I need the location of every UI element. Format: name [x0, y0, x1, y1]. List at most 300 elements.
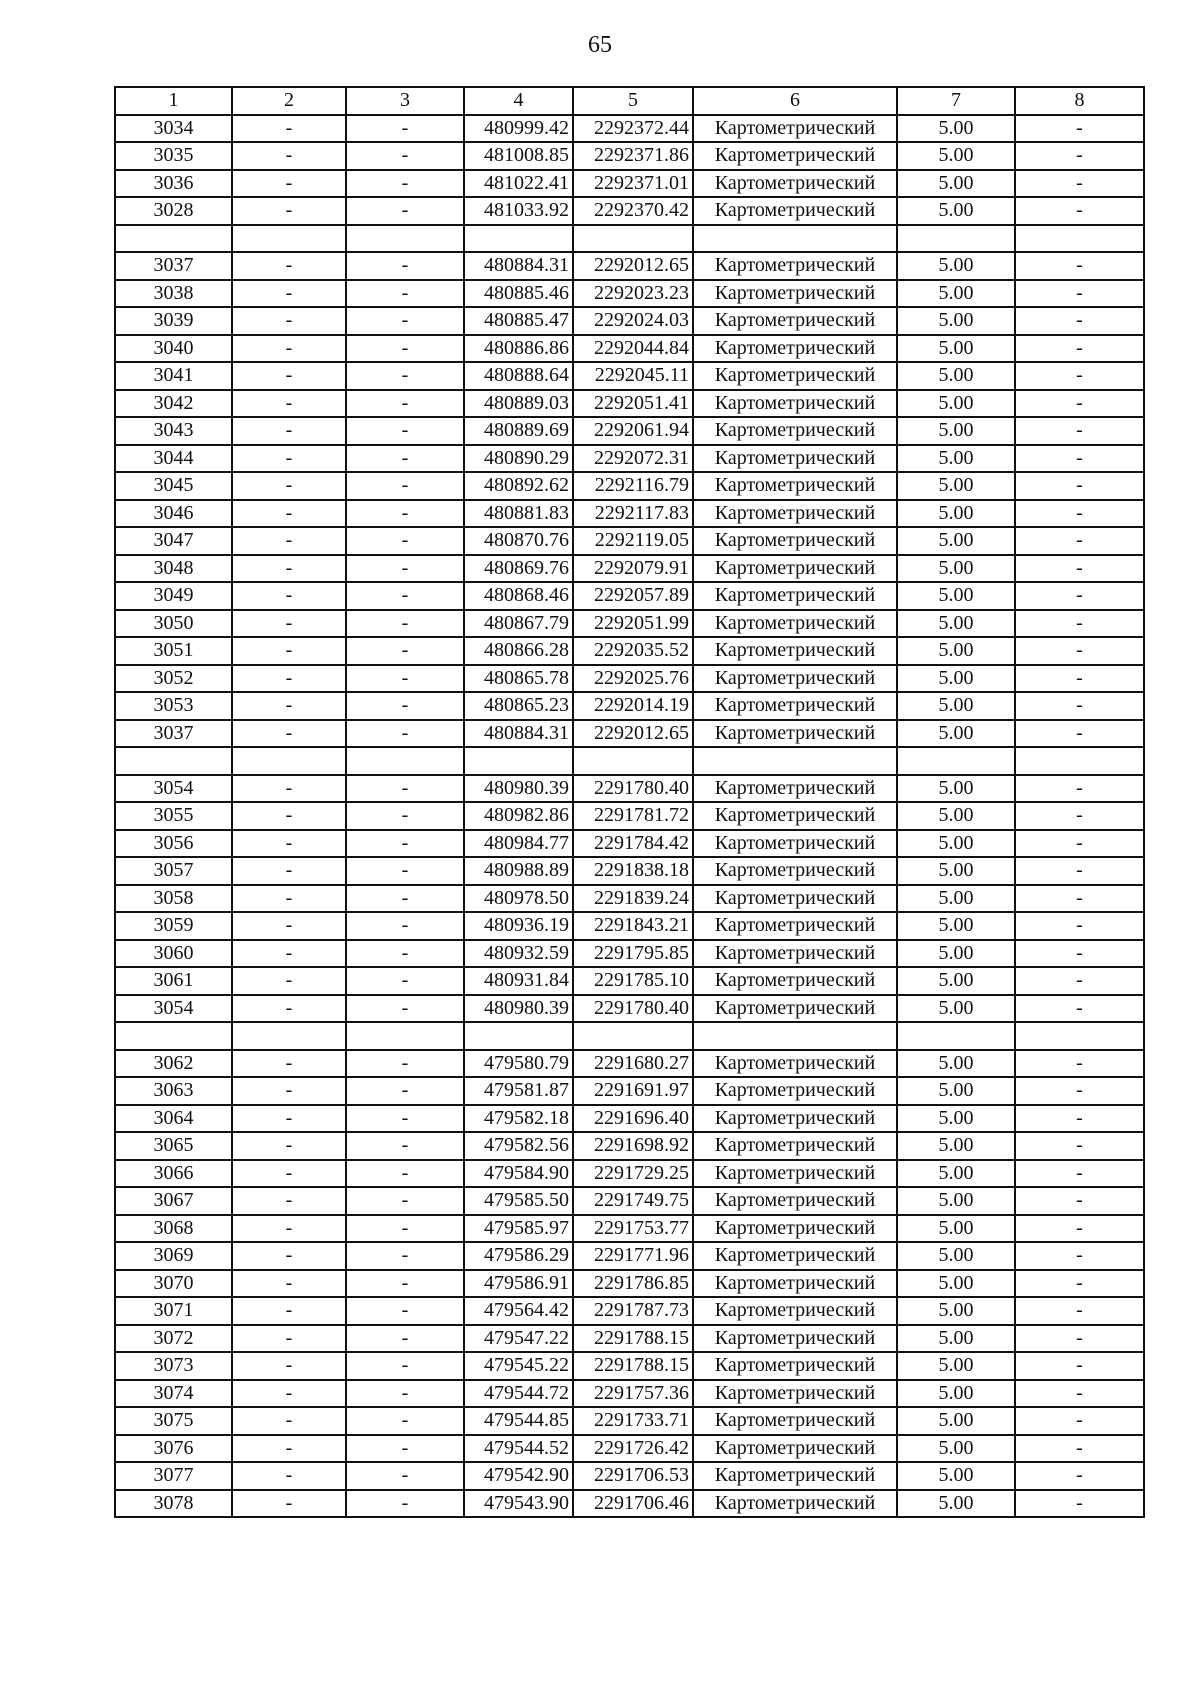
y-coordinate-cell: 2292012.65	[573, 720, 693, 748]
col2-cell: -	[232, 885, 346, 913]
col3-cell: -	[346, 1160, 464, 1188]
table-row	[115, 830, 1144, 858]
point-number-cell: 3028	[115, 197, 232, 225]
table-row	[115, 1325, 1144, 1353]
accuracy-cell: 5.00	[897, 830, 1015, 858]
header-row	[115, 87, 1144, 115]
col3-cell	[346, 747, 464, 775]
accuracy-cell: 5.00	[897, 1077, 1015, 1105]
col8-cell: -	[1015, 1187, 1144, 1215]
x-coordinate-cell: 480888.64	[464, 362, 573, 390]
point-number-cell: 3075	[115, 1407, 232, 1435]
accuracy-cell: 5.00	[897, 995, 1015, 1023]
method-cell: Картометрический	[693, 445, 897, 473]
col2-cell: -	[232, 1187, 346, 1215]
col3-cell: -	[346, 912, 464, 940]
point-number-cell: 3042	[115, 390, 232, 418]
col8-cell: -	[1015, 500, 1144, 528]
col3-cell: -	[346, 830, 464, 858]
x-coordinate-cell: 480980.39	[464, 775, 573, 803]
x-coordinate-cell: 479585.97	[464, 1215, 573, 1243]
point-number-cell: 3056	[115, 830, 232, 858]
col3-cell: -	[346, 500, 464, 528]
accuracy-cell: 5.00	[897, 197, 1015, 225]
col8-cell: -	[1015, 362, 1144, 390]
col2-cell: -	[232, 362, 346, 390]
col2-cell: -	[232, 802, 346, 830]
y-coordinate-cell: 2292024.03	[573, 307, 693, 335]
col3-cell: -	[346, 1462, 464, 1490]
col8-cell: -	[1015, 1297, 1144, 1325]
table-row	[115, 582, 1144, 610]
col2-cell: -	[232, 1160, 346, 1188]
table-row	[115, 1352, 1144, 1380]
y-coordinate-cell: 2292035.52	[573, 637, 693, 665]
table-row	[115, 1490, 1144, 1518]
y-coordinate-cell: 2292025.76	[573, 665, 693, 693]
point-number-cell: 3041	[115, 362, 232, 390]
x-coordinate-cell: 480881.83	[464, 500, 573, 528]
method-cell: Картометрический	[693, 555, 897, 583]
col2-cell: -	[232, 610, 346, 638]
col2-cell: -	[232, 1380, 346, 1408]
col3-cell: -	[346, 940, 464, 968]
col8-cell: -	[1015, 1407, 1144, 1435]
table-row	[115, 1077, 1144, 1105]
point-number-cell: 3053	[115, 692, 232, 720]
col8-cell: -	[1015, 857, 1144, 885]
col3-cell: -	[346, 115, 464, 143]
accuracy-cell: 5.00	[897, 1490, 1015, 1518]
method-cell: Картометрический	[693, 335, 897, 363]
y-coordinate-cell: 2292371.01	[573, 170, 693, 198]
y-coordinate-cell: 2291706.53	[573, 1462, 693, 1490]
column-header-4: 4	[464, 87, 573, 115]
method-cell: Картометрический	[693, 197, 897, 225]
accuracy-cell: 5.00	[897, 940, 1015, 968]
point-number-cell: 3049	[115, 582, 232, 610]
y-coordinate-cell	[573, 225, 693, 253]
x-coordinate-cell: 480978.50	[464, 885, 573, 913]
col3-cell: -	[346, 1215, 464, 1243]
x-coordinate-cell: 479581.87	[464, 1077, 573, 1105]
x-coordinate-cell: 480982.86	[464, 802, 573, 830]
col3-cell: -	[346, 1270, 464, 1298]
point-number-cell: 3048	[115, 555, 232, 583]
col2-cell: -	[232, 830, 346, 858]
col8-cell: -	[1015, 637, 1144, 665]
col3-cell: -	[346, 142, 464, 170]
y-coordinate-cell: 2292051.99	[573, 610, 693, 638]
x-coordinate-cell: 480866.28	[464, 637, 573, 665]
x-coordinate-cell: 480868.46	[464, 582, 573, 610]
point-number-cell: 3078	[115, 1490, 232, 1518]
point-number-cell: 3066	[115, 1160, 232, 1188]
method-cell: Картометрический	[693, 170, 897, 198]
y-coordinate-cell: 2292119.05	[573, 527, 693, 555]
y-coordinate-cell: 2292012.65	[573, 252, 693, 280]
point-number-cell: 3040	[115, 335, 232, 363]
accuracy-cell: 5.00	[897, 555, 1015, 583]
x-coordinate-cell	[464, 225, 573, 253]
point-number-cell: 3057	[115, 857, 232, 885]
col3-cell: -	[346, 967, 464, 995]
x-coordinate-cell: 480931.84	[464, 967, 573, 995]
col2-cell: -	[232, 197, 346, 225]
accuracy-cell: 5.00	[897, 1160, 1015, 1188]
method-cell: Картометрический	[693, 1160, 897, 1188]
accuracy-cell	[897, 225, 1015, 253]
accuracy-cell: 5.00	[897, 582, 1015, 610]
table-body	[115, 115, 1144, 1518]
table-row	[115, 912, 1144, 940]
col8-cell: -	[1015, 1462, 1144, 1490]
method-cell: Картометрический	[693, 362, 897, 390]
x-coordinate-cell: 480886.86	[464, 335, 573, 363]
method-cell	[693, 225, 897, 253]
col8-cell: -	[1015, 912, 1144, 940]
method-cell: Картометрический	[693, 1215, 897, 1243]
column-header-1: 1	[115, 87, 232, 115]
method-cell: Картометрический	[693, 1380, 897, 1408]
table-row	[115, 417, 1144, 445]
point-number-cell	[115, 225, 232, 253]
col8-cell: -	[1015, 170, 1144, 198]
table-row	[115, 857, 1144, 885]
method-cell: Картометрический	[693, 830, 897, 858]
x-coordinate-cell: 480865.78	[464, 665, 573, 693]
x-coordinate-cell: 480885.47	[464, 307, 573, 335]
method-cell: Картометрический	[693, 307, 897, 335]
col8-cell: -	[1015, 692, 1144, 720]
x-coordinate-cell: 480984.77	[464, 830, 573, 858]
col3-cell: -	[346, 692, 464, 720]
col8-cell: -	[1015, 720, 1144, 748]
col3-cell	[346, 225, 464, 253]
col8-cell: -	[1015, 390, 1144, 418]
method-cell: Картометрический	[693, 940, 897, 968]
method-cell: Картометрический	[693, 582, 897, 610]
x-coordinate-cell: 480884.31	[464, 252, 573, 280]
col3-cell: -	[346, 280, 464, 308]
x-coordinate-cell: 479564.42	[464, 1297, 573, 1325]
column-header-8: 8	[1015, 87, 1144, 115]
table-row	[115, 170, 1144, 198]
col2-cell: -	[232, 1462, 346, 1490]
accuracy-cell: 5.00	[897, 417, 1015, 445]
col3-cell: -	[346, 665, 464, 693]
point-number-cell: 3061	[115, 967, 232, 995]
point-number-cell: 3050	[115, 610, 232, 638]
x-coordinate-cell: 479586.91	[464, 1270, 573, 1298]
method-cell: Картометрический	[693, 692, 897, 720]
col3-cell	[346, 1022, 464, 1050]
col8-cell: -	[1015, 1242, 1144, 1270]
x-coordinate-cell: 480892.62	[464, 472, 573, 500]
y-coordinate-cell: 2291691.97	[573, 1077, 693, 1105]
accuracy-cell: 5.00	[897, 335, 1015, 363]
col3-cell: -	[346, 1297, 464, 1325]
col3-cell: -	[346, 170, 464, 198]
col2-cell: -	[232, 500, 346, 528]
col3-cell: -	[346, 555, 464, 583]
point-number-cell: 3036	[115, 170, 232, 198]
y-coordinate-cell: 2291787.73	[573, 1297, 693, 1325]
point-number-cell: 3054	[115, 775, 232, 803]
col2-cell: -	[232, 417, 346, 445]
col3-cell: -	[346, 637, 464, 665]
table-row	[115, 610, 1144, 638]
x-coordinate-cell: 479547.22	[464, 1325, 573, 1353]
method-cell	[693, 747, 897, 775]
accuracy-cell: 5.00	[897, 445, 1015, 473]
col2-cell: -	[232, 857, 346, 885]
x-coordinate-cell: 479542.90	[464, 1462, 573, 1490]
separator-row	[115, 1022, 1144, 1050]
table-row	[115, 500, 1144, 528]
column-header-3: 3	[346, 87, 464, 115]
col8-cell: -	[1015, 1105, 1144, 1133]
method-cell: Картометрический	[693, 1077, 897, 1105]
method-cell: Картометрический	[693, 995, 897, 1023]
accuracy-cell: 5.00	[897, 1105, 1015, 1133]
col2-cell: -	[232, 280, 346, 308]
accuracy-cell: 5.00	[897, 500, 1015, 528]
accuracy-cell	[897, 747, 1015, 775]
table-row	[115, 775, 1144, 803]
y-coordinate-cell: 2291788.15	[573, 1325, 693, 1353]
point-number-cell: 3046	[115, 500, 232, 528]
col3-cell: -	[346, 610, 464, 638]
col8-cell: -	[1015, 1325, 1144, 1353]
col2-cell: -	[232, 582, 346, 610]
x-coordinate-cell: 480884.31	[464, 720, 573, 748]
col2-cell: -	[232, 637, 346, 665]
x-coordinate-cell: 479544.72	[464, 1380, 573, 1408]
point-number-cell: 3074	[115, 1380, 232, 1408]
col3-cell: -	[346, 390, 464, 418]
method-cell: Картометрический	[693, 472, 897, 500]
col3-cell: -	[346, 1380, 464, 1408]
method-cell: Картометрический	[693, 802, 897, 830]
col8-cell: -	[1015, 1077, 1144, 1105]
method-cell: Картометрический	[693, 500, 897, 528]
table-row	[115, 1105, 1144, 1133]
col3-cell: -	[346, 995, 464, 1023]
x-coordinate-cell: 479543.90	[464, 1490, 573, 1518]
separator-row	[115, 225, 1144, 253]
column-header-7: 7	[897, 87, 1015, 115]
col2-cell: -	[232, 1490, 346, 1518]
accuracy-cell: 5.00	[897, 170, 1015, 198]
col2-cell: -	[232, 1435, 346, 1463]
x-coordinate-cell: 479585.50	[464, 1187, 573, 1215]
x-coordinate-cell: 480988.89	[464, 857, 573, 885]
table-row	[115, 1215, 1144, 1243]
col8-cell: -	[1015, 252, 1144, 280]
y-coordinate-cell	[573, 1022, 693, 1050]
y-coordinate-cell: 2291780.40	[573, 775, 693, 803]
method-cell: Картометрический	[693, 637, 897, 665]
x-coordinate-cell: 480869.76	[464, 555, 573, 583]
col3-cell: -	[346, 1435, 464, 1463]
col8-cell: -	[1015, 665, 1144, 693]
point-number-cell: 3071	[115, 1297, 232, 1325]
point-number-cell: 3073	[115, 1352, 232, 1380]
point-number-cell: 3067	[115, 1187, 232, 1215]
method-cell: Картометрический	[693, 1352, 897, 1380]
accuracy-cell: 5.00	[897, 280, 1015, 308]
col3-cell: -	[346, 445, 464, 473]
col2-cell: -	[232, 665, 346, 693]
accuracy-cell: 5.00	[897, 720, 1015, 748]
col8-cell: -	[1015, 610, 1144, 638]
column-header-6: 6	[693, 87, 897, 115]
method-cell: Картометрический	[693, 775, 897, 803]
accuracy-cell: 5.00	[897, 527, 1015, 555]
table-row	[115, 967, 1144, 995]
table-header	[115, 87, 1144, 115]
accuracy-cell: 5.00	[897, 1050, 1015, 1078]
col2-cell: -	[232, 720, 346, 748]
col2-cell: -	[232, 1050, 346, 1078]
col8-cell: -	[1015, 1490, 1144, 1518]
col8-cell: -	[1015, 940, 1144, 968]
col3-cell: -	[346, 1187, 464, 1215]
col2-cell: -	[232, 307, 346, 335]
col8-cell: -	[1015, 335, 1144, 363]
x-coordinate-cell: 480889.69	[464, 417, 573, 445]
accuracy-cell: 5.00	[897, 610, 1015, 638]
col2-cell: -	[232, 967, 346, 995]
accuracy-cell: 5.00	[897, 857, 1015, 885]
point-number-cell: 3070	[115, 1270, 232, 1298]
method-cell: Картометрический	[693, 1490, 897, 1518]
x-coordinate-cell: 479582.56	[464, 1132, 573, 1160]
point-number-cell: 3037	[115, 720, 232, 748]
table-row	[115, 472, 1144, 500]
separator-row	[115, 747, 1144, 775]
table-row	[115, 445, 1144, 473]
accuracy-cell: 5.00	[897, 390, 1015, 418]
col8-cell: -	[1015, 555, 1144, 583]
col3-cell: -	[346, 527, 464, 555]
table-row	[115, 637, 1144, 665]
x-coordinate-cell: 480999.42	[464, 115, 573, 143]
table-row	[115, 115, 1144, 143]
point-number-cell: 3047	[115, 527, 232, 555]
point-number-cell: 3037	[115, 252, 232, 280]
point-number-cell: 3052	[115, 665, 232, 693]
col2-cell: -	[232, 252, 346, 280]
col2-cell: -	[232, 995, 346, 1023]
accuracy-cell	[897, 1022, 1015, 1050]
method-cell: Картометрический	[693, 1132, 897, 1160]
column-header-2: 2	[232, 87, 346, 115]
table-row	[115, 1297, 1144, 1325]
point-number-cell	[115, 747, 232, 775]
col8-cell: -	[1015, 775, 1144, 803]
table-row	[115, 390, 1144, 418]
method-cell: Картометрический	[693, 1050, 897, 1078]
accuracy-cell: 5.00	[897, 1297, 1015, 1325]
y-coordinate-cell: 2291786.85	[573, 1270, 693, 1298]
accuracy-cell: 5.00	[897, 967, 1015, 995]
col2-cell: -	[232, 775, 346, 803]
table-row	[115, 885, 1144, 913]
method-cell: Картометрический	[693, 142, 897, 170]
y-coordinate-cell: 2292116.79	[573, 472, 693, 500]
point-number-cell: 3063	[115, 1077, 232, 1105]
col3-cell: -	[346, 1050, 464, 1078]
y-coordinate-cell: 2291785.10	[573, 967, 693, 995]
col3-cell: -	[346, 1105, 464, 1133]
col2-cell	[232, 747, 346, 775]
col8-cell: -	[1015, 582, 1144, 610]
table-row	[115, 995, 1144, 1023]
accuracy-cell: 5.00	[897, 1435, 1015, 1463]
y-coordinate-cell: 2291838.18	[573, 857, 693, 885]
accuracy-cell: 5.00	[897, 1407, 1015, 1435]
table-row	[115, 252, 1144, 280]
col2-cell: -	[232, 445, 346, 473]
method-cell: Картометрический	[693, 252, 897, 280]
col8-cell: -	[1015, 142, 1144, 170]
accuracy-cell: 5.00	[897, 1215, 1015, 1243]
table-row	[115, 307, 1144, 335]
col8-cell: -	[1015, 1132, 1144, 1160]
method-cell: Картометрический	[693, 665, 897, 693]
y-coordinate-cell: 2292023.23	[573, 280, 693, 308]
method-cell: Картометрический	[693, 1407, 897, 1435]
col3-cell: -	[346, 1352, 464, 1380]
method-cell: Картометрический	[693, 1270, 897, 1298]
point-number-cell: 3055	[115, 802, 232, 830]
y-coordinate-cell: 2291726.42	[573, 1435, 693, 1463]
col8-cell: -	[1015, 1160, 1144, 1188]
point-number-cell: 3069	[115, 1242, 232, 1270]
col2-cell: -	[232, 115, 346, 143]
y-coordinate-cell: 2291795.85	[573, 940, 693, 968]
col8-cell: -	[1015, 1352, 1144, 1380]
point-number-cell: 3077	[115, 1462, 232, 1490]
y-coordinate-cell: 2291788.15	[573, 1352, 693, 1380]
col2-cell	[232, 1022, 346, 1050]
method-cell: Картометрический	[693, 610, 897, 638]
col3-cell: -	[346, 362, 464, 390]
y-coordinate-cell: 2292371.86	[573, 142, 693, 170]
table-row	[115, 1187, 1144, 1215]
y-coordinate-cell: 2292045.11	[573, 362, 693, 390]
x-coordinate-cell: 480885.46	[464, 280, 573, 308]
table-row	[115, 362, 1144, 390]
x-coordinate-cell: 479584.90	[464, 1160, 573, 1188]
col3-cell: -	[346, 335, 464, 363]
table-row	[115, 1132, 1144, 1160]
y-coordinate-cell: 2292051.41	[573, 390, 693, 418]
method-cell: Картометрический	[693, 857, 897, 885]
accuracy-cell: 5.00	[897, 1187, 1015, 1215]
y-coordinate-cell: 2292079.91	[573, 555, 693, 583]
col8-cell: -	[1015, 197, 1144, 225]
y-coordinate-cell: 2291696.40	[573, 1105, 693, 1133]
col3-cell: -	[346, 197, 464, 225]
col8-cell	[1015, 1022, 1144, 1050]
y-coordinate-cell	[573, 747, 693, 775]
col2-cell: -	[232, 692, 346, 720]
point-number-cell: 3045	[115, 472, 232, 500]
accuracy-cell: 5.00	[897, 912, 1015, 940]
